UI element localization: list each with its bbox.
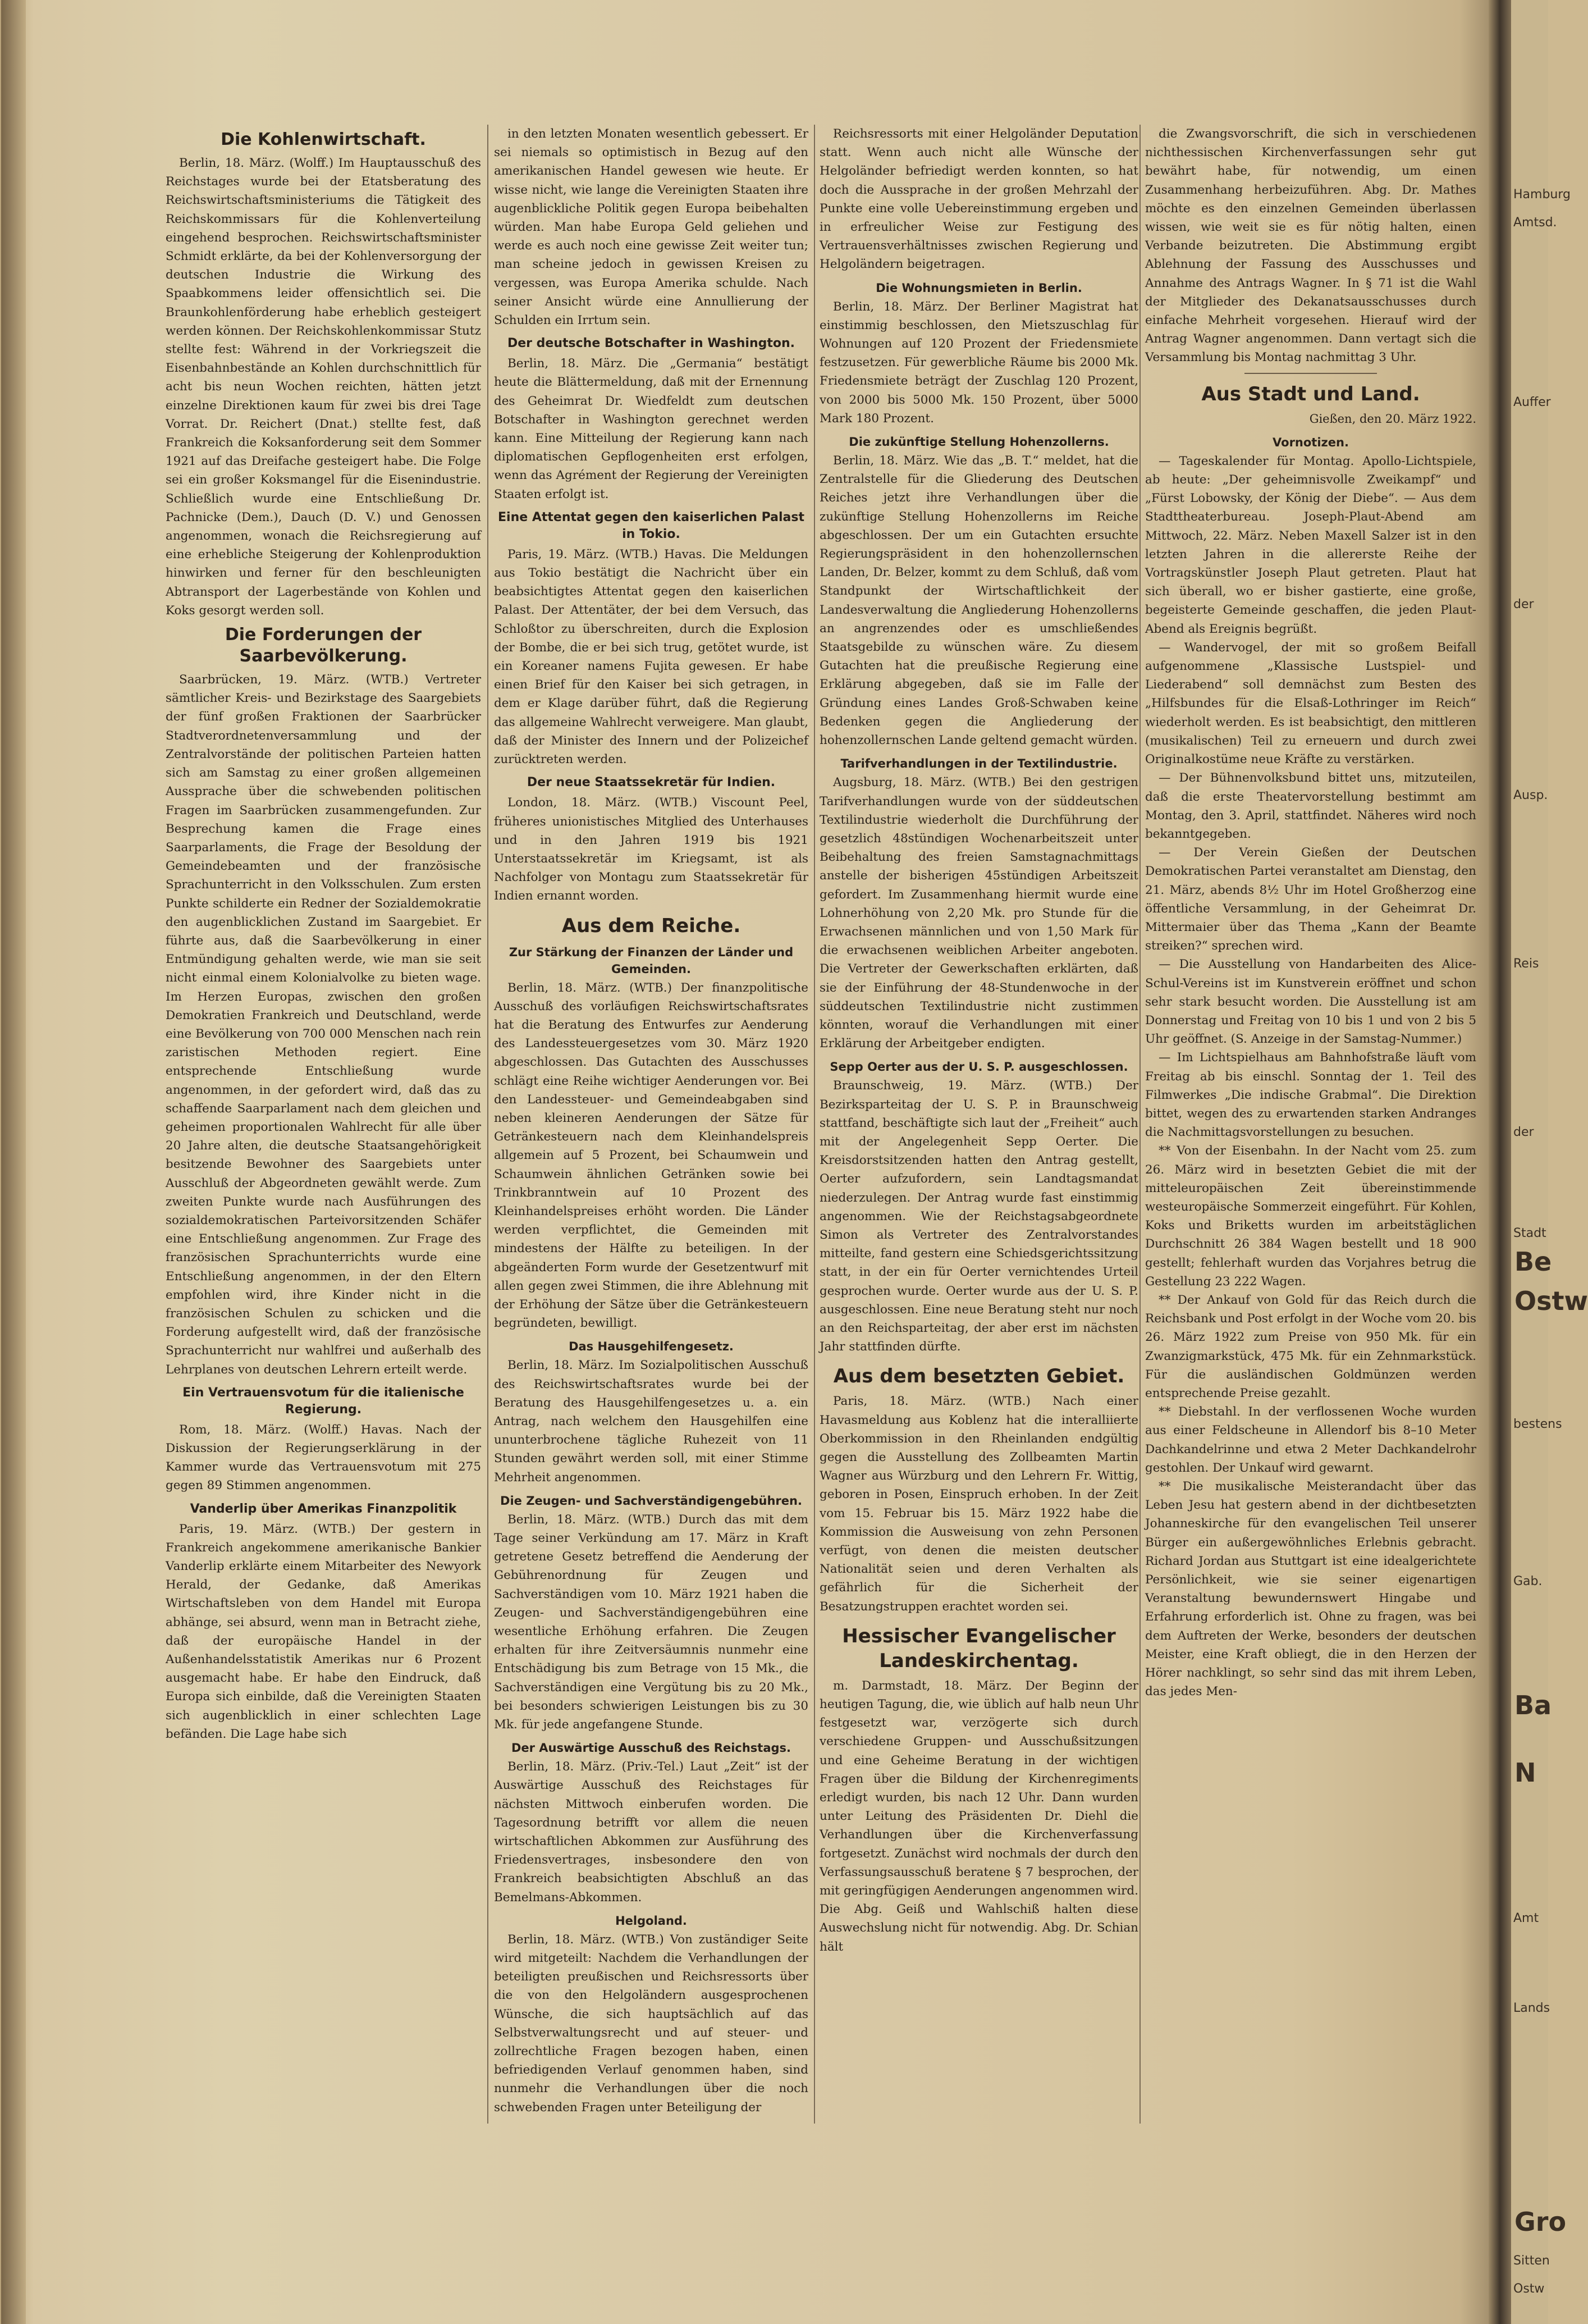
article-saarbevoelkerung: Saarbrücken, 19. März. (WTB.) Vertreter sämtlicher Kreis- und Bezirkstage des Saargebiets der fünf großen Fraktionen der Saarbrücker Stadtverordnetenversammlung und der Zentralvorstände der politischen Parteien hatten sich am Samstag zu einer großen allgemeinen Aussprache über die schwebenden politischen Fragen im Saarbrücken zusammengefunden. Zur Besprechung kamen die Frage eines Saarparlaments, die Frage der Besoldung der Gemeindebeamten und der französische Sprachunterricht in den Volksschulen. Zum ersten Punkte schilderte ein Redner der Sozialdemokratie den augenblicklichen Zustand im Saargebiet. Er führte aus, daß die Saarbevölkerung in einer Entmündigung gehalten werde, wie man sie seit nicht einmal einem Kolonialvolke zu bieten wage. Im Herzen Europas, zwischen den großen Demokratien Frankreich und Deutschland, werde eine Bevölkerung von 700 000 Menschen nach rein zaristischen Methoden regiert. Eine entsprechende Entschließung wurde angenommen, in der gefordert wird, daß das zu schaffende Saarparlament nach dem gleichen und geheimen proportionalen Wahlrecht für alle über 20 Jahre alten, die deutsche Staatsangehörigkeit besitzende Bewohner des Saargebiets unter Ausschluß der Abgeordneten gewählt werde. Zum zweiten Punkte wurde nach Ausführungen des sozialdemokratischen Parteivorsitzenden Schäfer eine Entschließung angenommen. Zur Frage des französischen Sprachunterrichts wurde eine Entschließung angenommen, in der den Eltern empfohlen wird, ihre Kinder nicht in die französischen Schulen zu schicken und die Forderung aufgestellt wird, daß der französische Sprachunterricht nur wahlfrei und außerhalb des Lehrplanes von deutschen Lehrern erteilt werde. bbox=[166, 673, 481, 1377]
article-helgoland: Berlin, 18. März. (WTB.) Von zuständiger Seite wird mitgeteilt: Nachdem die Verhandlungen der beteiligten preußischen und Reichsressorts über die von den Helgoländern ausgesprochenen Wünsche, die sich hauptsächlich auf das Selbstverwaltungsrecht und auf steuer- und zollrechtliche Fragen bezogen haben, einen befriedigenden Verlauf genommen haben, sind nunmehr die Verhandlungen über die noch schwebenden Fragen unter Beteiligung der bbox=[494, 1932, 808, 2115]
headline-staatssekretaer: Der neue Staatssekretär für Indien. bbox=[527, 775, 776, 790]
facing-text: Stadt bbox=[1513, 1226, 1546, 1240]
headline-tarifverhandlungen: Tarifverhandlungen in der Textilindustrie. bbox=[840, 757, 1118, 771]
notice-demokraten: — Der Verein Gießen der Deutschen Demokratischen Partei veranstaltet am Dienstag, den 21. März, abends 8½ Uhr im Hotel Großherzog eine öffentliche Versammlung, in der Geheimrat Dr. Mittermaier über das Thema „Kann der Beamte streiken?“ sprechen wird. bbox=[1145, 846, 1476, 953]
notice-meisterandacht: ** Die musikalische Meisterandacht über das Leben Jesu hat gestern abend in der dichtbesetzten Johanneskirche für den evangelischen Teil unserer Bürger ein außergewöhnliches Erlebnis gebracht. Richard Jordan aus Stuttgart ist eine idealgerichtete Persönlichkeit, wie sie seiner eigenartigen Veranstaltung bewundernswert Hingabe und Erfahrung erforderlich ist. Ohne zu fragen, was bei dem Auftreten der Werke, besonders der deutschen Meister, eine Kraft obliegt, die in den Herzen der Hörer nachklingt, so sehr sind das mit ihrem Leben, das jedes Men- bbox=[1145, 1480, 1476, 1699]
column-2 bbox=[494, 125, 808, 2117]
article-vanderlip: Paris, 19. März. (WTB.) Der gestern in Frankreich angekommene amerikanische Bankier Vanderlip erklärte einem Mitarbeiter des Newyork Herald, der Gedanke, daß Amerikas Wirtschaftsleben von dem Handel mit Europa abhänge, sei absurd, wenn man in Betracht ziehe, daß der europäische Handel in der Außenhandelsstatistik Amerikas nur 6 Prozent ausgemacht habe. Er habe den Eindruck, daß Europa sich einbilde, daß die Vereinigten Staaten sich augenblicklich in einer schlechten Lage befänden. Die Lage habe sich bbox=[166, 1522, 481, 1741]
facing-ad-text: Ostw bbox=[1514, 1286, 1588, 1316]
article-staerkung: Berlin, 18. März. (WTB.) Der finanzpolitische Ausschuß des vorläufigen Reichswirtschaftsrates hat die Beratung des Entwurfes zur Aenderung des Landessteuergesetzes vom 30. März 1920 abgeschlossen. Das Gutachten des Ausschusses schlägt eine Reihe wichtiger Aenderungen vor. Bei den Landessteuer- und Gemeindeabgaben sind neben kleineren Aenderungen der Sätze für Getränkesteuern nach dem Kleinhandelspreis allgemein auf 5 Prozent, bei Schaumwein und Schaumwein ähnlichen Getränken sowie bei Trinkbranntwein auf 10 Prozent des Kleinhandelspreises erhöht worden. Die Länder werden verpflichtet, die Gemeinden mit mindestens der Hälfte zu beteiligen. In der abgeänderten Form wurde der Gesetzentwurf mit allen gegen zwei Stimmen, die ihre Ablehnung mit der Erhöhung der Sätze über die Getränkesteuern begründeten, bewilligt. bbox=[494, 980, 808, 1331]
divider bbox=[1244, 373, 1377, 374]
facing-text: Amtsd. bbox=[1513, 216, 1557, 230]
facing-text: Gab. bbox=[1513, 1574, 1543, 1588]
article-hausgehilfen: Berlin, 18. März. Im Sozialpolitischen Ausschuß des Reichswirtschaftsrates wurde bei der Beratung des Hausgehilfengesetzes u. a. ein Antrag, nach welchem den Hausgehilfen eine ununterbrochene tägliche Ruhezeit von 11 Stunden gewährt werden soll, mit einer Stimme Mehrheit angenommen. bbox=[494, 1358, 808, 1485]
headline-botschafter: Der deutsche Botschafter in Washington. bbox=[507, 336, 795, 351]
headline-helgoland: Helgoland. bbox=[615, 1914, 687, 1928]
facing-text: der bbox=[1513, 1125, 1534, 1139]
article-botschafter: Berlin, 18. März. Die „Germania“ bestätigt heute die Blättermeldung, daß mit der Ernennung des Geheimrat Dr. Wiedfeldt zum deutschen Botschafter in Washington gerechnet werden kann. Eine Mitteilung der Regierung kann nach diplomatischen Gepflogenheiten erst erfolgen, wenn das Agrément der Regierung der Vereinigten Staaten erfolgt ist. bbox=[494, 357, 808, 501]
article-vanderlip-cont: in den letzten Monaten wesentlich gebessert. Er sei niemals so optimistisch in Bezug auf den amerikanischen Handel gewesen wie heute. Er wisse nicht, wie lange die Vereinigten Staaten ihre augenblickliche Politik gegen Europa beibehalten würden. Man habe Europa Geld geliehen und werde es auch noch eine gewisse Zeit weiter tun; man scheine jedoch in gewissen Kreisen zu vergessen, was Europa Amerika schulde. Nach seiner Ansicht würde eine Annullierung der Schulden ein Irrtum sein. bbox=[494, 127, 808, 328]
facing-text: bestens bbox=[1513, 1417, 1562, 1431]
scan-edge bbox=[1, 0, 26, 2324]
article-wohnungsmieten: Berlin, 18. März. Der Berliner Magistrat hat einstimmig beschlossen, den Mietszuschlag für Wohnungen auf 120 Prozent der Friedensmiete festzusetzen. Für gewerbliche Räume bis 2000 Mk. Friedensmiete beträgt der Zuschlag 120 Prozent, von 2000 bis 5000 Mk. 150 Prozent, über 5000 Mark 180 Prozent. bbox=[820, 299, 1138, 426]
notice-diebstahl: ** Diebstahl. In der verflossenen Woche wurden aus einer Feldscheune in Allendorf bis 8–10 Meter Dachkandelrinne und etwa 2 Meter Dachkandelrohr gestohlen. Der Unkauf wird gewarnt. bbox=[1145, 1405, 1476, 1475]
notice-lichtspielhaus: — Im Lichtspielhaus am Bahnhofstraße läuft vom Freitag ab bis einschl. Sonntag der 1. Teil des Filmwerkes „Die indische Grabmal“. Die Direktion bittet, wegen des zu erwartenden starken Andranges die Nachmittagsvorstellungen zu besuchen. bbox=[1145, 1051, 1476, 1140]
headline-auswaertiger-ausschuss: Der Auswärtige Ausschuß des Reichstags. bbox=[511, 1741, 791, 1755]
section-aus-dem-reiche: Aus dem Reiche. bbox=[561, 914, 741, 937]
headline-vanderlip: Vanderlip über Amerikas Finanzpolitik bbox=[190, 1501, 457, 1516]
article-besetztes-gebiet: Paris, 18. März. (WTB.) Nach einer Havasmeldung aus Koblenz hat die interalliierte Oberkommission in den Rheinlanden endgültig gegen die Ausstellung des Zollbeamten Martin Wagner aus Würzburg und den Lehrern Fr. Wittig, geboren in Posen, Einspruch erhoben. In der Zeit vom 15. Februar bis 15. März 1922 habe die Kommission die Ausweisung von zehn Personen verfügt, von denen die meisten deutscher Nationalität seien und deren Verhalten als gefährlich für die Sicherheit der Besatzungstruppen erachtet worden sei. bbox=[820, 1394, 1138, 1614]
notice-ausstellung: — Die Ausstellung von Handarbeiten des Alice-Schul-Vereins ist im Kunstverein eröffnet und schon sehr stark besucht worden. Die Ausstellung ist am Donnerstag und Freitag von 10 bis 1 und von 2 bis 5 Uhr geöffnet. (S. Anzeige in der Samstag-Nummer.) bbox=[1145, 957, 1476, 1047]
headline-vornotizen: Vornotizen. bbox=[1273, 435, 1349, 449]
facing-text: Lands bbox=[1513, 2001, 1550, 2015]
facing-ad-text: Gro bbox=[1514, 2207, 1567, 2237]
headline-saarbevoelkerung: Die Forderungen der Saarbevölkerung. bbox=[225, 625, 422, 666]
section-besetztes-gebiet: Aus dem besetzten Gebiet. bbox=[833, 1365, 1125, 1388]
headline-vertrauensvotum: Ein Vertrauensvotum für die italienische Regierung. bbox=[182, 1385, 464, 1417]
article-kohlenwirtschaft: Berlin, 18. März. (Wolff.) Im Hauptausschuß des Reichstages wurde bei der Etatsberatung des Reichswirtschaftsministeriums die Tätigkeit des Reichskommissars für die Kohlenverteilung eingehend besprochen. Reichswirtschaftsminister Schmidt erklärte, da bei der Kohlenversorgung der deutschen Industrie die Wirkung des Spaabkommens leider offensichtlich sei. Die Braunkohlenförderung habe erheblich gesteigert werden können. Der Reichskohlenkommissar Stutz stellte fest: Während in der Vorkriegszeit die Eisenbahnbestände an Kohlen durchschnittlich für acht bis neun Wochen reichten, hätten jetzt einzelne Direktionen kaum für zwei bis drei Tage Vorrat. Dr. Reichert (Dnat.) stellte fest, daß Frankreich die Koksanforderung seit dem Sommer 1921 auf das Dreifache gesteigert habe. Die Folge sei ein großer Koksmangel für die Eisenindustrie. Schließlich wurde eine Entschließung Dr. Pachnicke (Dem.), Dauch (D. V.) und Genossen angenommen, wonach die Reichsregierung auf eine erhebliche Steigerung der Kohlenproduktion hinwirken und ferner für den beschleunigten Abtransport der Lagerbestände von Kohlen und Koks gesorgt werden soll. bbox=[166, 156, 481, 618]
notice-wandervogel: — Wandervogel, der mit so großem Beifall aufgenommene „Klassische Lustspiel- und Liederabend“ soll demnächst zum Besten des „Hilfsbundes für die Elsaß-Lothringer im Reich“ wiederholt werden. Es ist beabsichtigt, den mittleren (musikalischen) Teil zu erneuern und durch zwei Originalkostüme neue Kräfte zu verstärken. bbox=[1145, 640, 1476, 767]
article-oerter: Braunschweig, 19. März. (WTB.) Der Bezirksparteitag der U. S. P. in Braunschweig stattfand, beschäftigte sich laut der „Freiheit“ auch mit der Angelegenheit Sepp Oerter. Die Kreisdorstsitzenden hatten den Antrag gestellt, Oerter aufzufordern, sein Landtagsmandat niederzulegen. Der Antrag wurde fast einstimmig angenommen. Wie der Reichstagsabgeordnete Simon als Vertreter des Zentralvorstandes mitteilte, fand gestern eine Schiedsgerichtssitzung statt, in der ein für Oerter vernichtendes Urteil gesprochen wurde. Oerter wurde aus der U. S. P. ausgeschlossen. Eine neue Beratung steht nur noch an den Reichsparteitag, der aber erst im nächsten Jahr stattfinden dürfte. bbox=[820, 1079, 1138, 1354]
column-rule bbox=[814, 125, 815, 2124]
column-4 bbox=[1145, 125, 1476, 1701]
column-rule bbox=[1139, 125, 1141, 2124]
headline-oerter: Sepp Oerter aus der U. S. P. ausgeschlossen. bbox=[830, 1060, 1128, 1074]
headline-zeugen: Die Zeugen- und Sachverständigengebühren. bbox=[500, 1494, 802, 1508]
facing-ad-text: Ba bbox=[1514, 1690, 1552, 1720]
book-gutter bbox=[1489, 0, 1511, 2324]
notice-eisenbahn: ** Von der Eisenbahn. In der Nacht vom 25. zum 26. März wird in besetzten Gebiet die mit der mitteleuropäischen Zeit übereinstimmende westeuropäische Sommerzeit eingeführt. Für Kohlen, Koks und Briketts wurden im arbeitstäglichen Durchschnitt 26 384 Wagen bestellt und 18 900 gestellt; fehlerhaft wurden das Vorjahres betrug die Gestellung 23 222 Wagen. bbox=[1145, 1144, 1476, 1289]
headline-attentat: Eine Attentat gegen den kaiserlichen Palast in Tokio. bbox=[498, 510, 804, 541]
article-staatssekretaer: London, 18. März. (WTB.) Viscount Peel, früheres unionistisches Mitglied des Unterhauses und in den Jahren 1919 bis 1921 Unterstaatssekretär im Kriegsamt, ist als Nachfolger von Montagu zum Staatssekretär für Indien ernannt worden. bbox=[494, 796, 808, 903]
article-landeskirchentag-cont: die Zwangsvorschrift, die sich in verschiedenen nichthessischen Kirchenverfassungen sehr gut bewährt habe, für notwendig, um einen Zusammenhang herbeizuführen. Abg. Dr. Mathes möchte es den einzelnen Gemeinden überlassen wissen, wie weit sie es für nötig halten, einen Verbande beizutreten. Die Abstimmung ergibt Ablehnung der Fassung des Ausschusses und Annahme des Antrags Wagner. In § 71 ist die Wahl der Mitglieder des Dekanatsausschusses durch einfache Mehrheit vorgesehen. Hierauf wird der Antrag Wagner angenommen. Dann vertagt sich die Versammlung bis Montag nachmittag 3 Uhr. bbox=[1145, 127, 1476, 365]
article-hohenzollern: Berlin, 18. März. Wie das „B. T.“ meldet, hat die Zentralstelle für die Gliederung des Deutschen Reiches jetzt ihre Verhandlungen über die zukünftige Stellung Hohenzollerns im Reiche abgeschlossen. Der um ein Gutachten ersuchte Regierungspräsident in den hohenzollernschen Landen, Dr. Belzer, kommt zu dem Schluß, daß vom Standpunkt der Wirtschaftlichkeit der Landesverwaltung die Angliederung Hohenzollerns an angrenzendes oder es umschließendes Staatsgebilde zu wünschen wäre. Zu diesem Gutachten hat die preußische Regierung eine Erklärung abgegeben, daß sie im Falle der Gründung eines Landes Groß-Schwaben keine Bedenken gegen die Angliederung der hohenzollernschen Lande geltend gemacht würden. bbox=[820, 454, 1138, 748]
facing-text: der bbox=[1513, 597, 1534, 611]
notice-goldankauf: ** Der Ankauf von Gold für das Reich durch die Reichsbank und Post erfolgt in der Woche vom 20. bis 26. März 1922 zum Preise von 950 Mk. für ein Zwanzigmarkstück, 475 Mk. für ein Zehnmarkstück. Für die ausländischen Goldmünzen werden entsprechende Preise gezahlt. bbox=[1145, 1293, 1476, 1400]
headline-kohlenwirtschaft: Die Kohlenwirtschaft. bbox=[221, 130, 426, 149]
facing-ad-text: Be bbox=[1514, 1247, 1552, 1277]
article-helgoland-cont: Reichsressorts mit einer Helgoländer Deputation statt. Wenn auch nicht alle Wünsche der Helgoländer befriedigt werden konnten, so hat doch die Aussprache in der großen Mehrzahl der Punkte eine volle Uebereinstimmung ergeben und in erfreulicher Weise zur Festigung des Vertrauensverhältnisses zwischen Regierung und Helgoländern beigetragen. bbox=[820, 127, 1138, 272]
article-landeskirchentag: m. Darmstadt, 18. März. Der Beginn der heutigen Tagung, die, wie üblich auf halb neun Uhr festgesetzt war, verzögerte sich durch verschiedene Gruppen- und Ausschußsitzungen und eine Geheime Beratung in der wichtigen Fragen über die Bildung der Kirchenregiments erledigt wurden, bis nach 12 Uhr. Dann wurden unter Leitung des Präsidenten Dr. Diehl die Verhandlungen über die Kirchenverfassung fortgesetzt. Zunächst wird nochmals der durch den Verfassungsausschuß beratene § 7 besprochen, der mit geringfügigen Aenderungen angenommen wird. Die Abg. Geiß und Wahlschiß halten diese Auswechslung nicht für notwendig. Abg. Dr. Schian hält bbox=[820, 1678, 1138, 1954]
column-rule bbox=[487, 125, 488, 2124]
facing-text: Auffer bbox=[1513, 395, 1551, 409]
headline-hausgehilfen: Das Hausgehilfengesetz. bbox=[569, 1340, 734, 1354]
facing-text: Reis bbox=[1513, 957, 1539, 971]
notice-buehnenvolksbund: — Der Bühnenvolksbund bittet uns, mitzuteilen, daß die erste Theatervorstellung bestimmt am Montag, den 3. April, stattfindet. Näheres wird noch bekanntgegeben. bbox=[1145, 771, 1476, 841]
headline-wohnungsmieten: Die Wohnungsmieten in Berlin. bbox=[876, 281, 1082, 295]
section-stadt-und-land: Aus Stadt und Land. bbox=[1201, 382, 1420, 405]
column-3 bbox=[820, 125, 1138, 1956]
article-attentat: Paris, 19. März. (WTB.) Havas. Die Meldungen aus Tokio bestätigt die Nachricht über ein beabsichtigtes Attentat gegen den kaiserlichen Palast. Der Attentäter, der bei dem Versuch, das Schloßtor zu überschreiten, durch die Explosion der Bombe, die er bei sich trug, getötet wurde, ist ein Koreaner namens Fujita gewesen. Er habe einen Brief für den Kaiser bei sich getragen, in dem er Klage darüber führt, daß die Regierung das allgemeine Wahlrecht verweigere. Man glaubt, daß der Minister des Innern und der Polizeichef zurücktreten werden. bbox=[494, 547, 808, 767]
facing-text: Amt bbox=[1513, 1911, 1539, 1925]
article-vertrauensvotum: Rom, 18. März. (Wolff.) Havas. Nach der Diskussion der Regierungserklärung in der Kammer wurde das Vertrauensvotum mit 275 gegen 89 Stimmen angenommen. bbox=[166, 1422, 481, 1493]
headline-hohenzollern: Die zukünftige Stellung Hohenzollerns. bbox=[849, 435, 1109, 449]
facing-text: Ausp. bbox=[1513, 788, 1548, 802]
section-landeskirchentag: Hessischer Evangelischer Landeskirchentag. bbox=[842, 1624, 1116, 1672]
facing-text: Sitten bbox=[1513, 2254, 1550, 2268]
article-zeugen: Berlin, 18. März. (WTB.) Durch das mit dem Tage seiner Verkündung am 17. März in Kraft getretene Gesetz betreffend die Aenderung der Gebührenordnung für Zeugen und Sachverständigen vom 10. März 1921 haben die Zeugen- und Sachverständigengebühren eine wesentliche Erhöhung erfahren. Die Zeugen erhalten für ihre Zeitversäumnis nunmehr eine Entschädigung bis zum Betrage von 15 Mk., die Sachverständigen eine Vergütung bis zu 20 Mk., bei besonders schwierigen Leistungen bis zu 30 Mk. für jede angefangene Stunde. bbox=[494, 1512, 808, 1732]
notice-tageskalender: — Tageskalender für Montag. Apollo-Lichtspiele, ab heute: „Der geheimnisvolle Zweikampf“ und „Fürst Lobowsky, der König der Diebe“. — Aus dem Stadttheaterbureau. Joseph-Plaut-Abend am Mittwoch, 22. März. Neben Maxell Salzer ist in den letzten Jahren in die allererste Reihe der Vortragskünstler Joseph Plaut getreten. Plaut hat sich überall, wo er bisher gastierte, eine große, begeisterte Gemeinde geschaffen, die jeden Plaut-Abend als Ereignis begrüßt. bbox=[1145, 454, 1476, 636]
article-tarifverhandlungen: Augsburg, 18. März. (WTB.) Bei den gestrigen Tarifverhandlungen wurde von der süddeutschen Textilindustrie wiederholt die Durchführung der gesetzlich 48stündigen Wochenarbeitszeit unter Beibehaltung des freien Samstagnachmittags anstelle der bisherigen 45stündigen Arbeitszeit gefordert. Im Zusammenhang hiermit wurde eine Lohnerhöhung von 2,20 Mk. pro Stunde für die Erwachsenen männlichen und von 1,50 Mark für die erwachsenen weiblichen Arbeiter angeboten. Die Vertreter der Gewerkschaften erklärten, daß sie der Einführung der 48-Stundenwoche in der süddeutschen Textilindustrie nicht zustimmen könnten, worauf die Verhandlungen mit einer Erklärung der Arbeitgeber endigten. bbox=[820, 775, 1138, 1051]
facing-ad-text: N bbox=[1514, 1757, 1536, 1788]
headline-staerkung: Zur Stärkung der Finanzen der Länder und Gemeinden. bbox=[509, 945, 794, 976]
column-1 bbox=[166, 125, 481, 1743]
facing-page-edge bbox=[1511, 0, 1588, 2324]
facing-text: Ostw bbox=[1513, 2282, 1545, 2296]
article-auswaertiger-ausschuss: Berlin, 18. März. (Priv.-Tel.) Laut „Zeit“ ist der Auswärtige Ausschuß des Reichstages für nächsten Mittwoch einberufen worden. Die Tagesordnung betrifft vor allem die neuen wirtschaftlichen Abkommen zur Ausführung des Friedensvertrages, insbesondere den von Frankreich beabsichtigten Abschluß an das Bemelmans-Abkommen. bbox=[494, 1760, 808, 1905]
dateline: Gießen, den 20. März 1922. bbox=[1309, 412, 1476, 426]
facing-text: Hamburg bbox=[1513, 188, 1571, 202]
